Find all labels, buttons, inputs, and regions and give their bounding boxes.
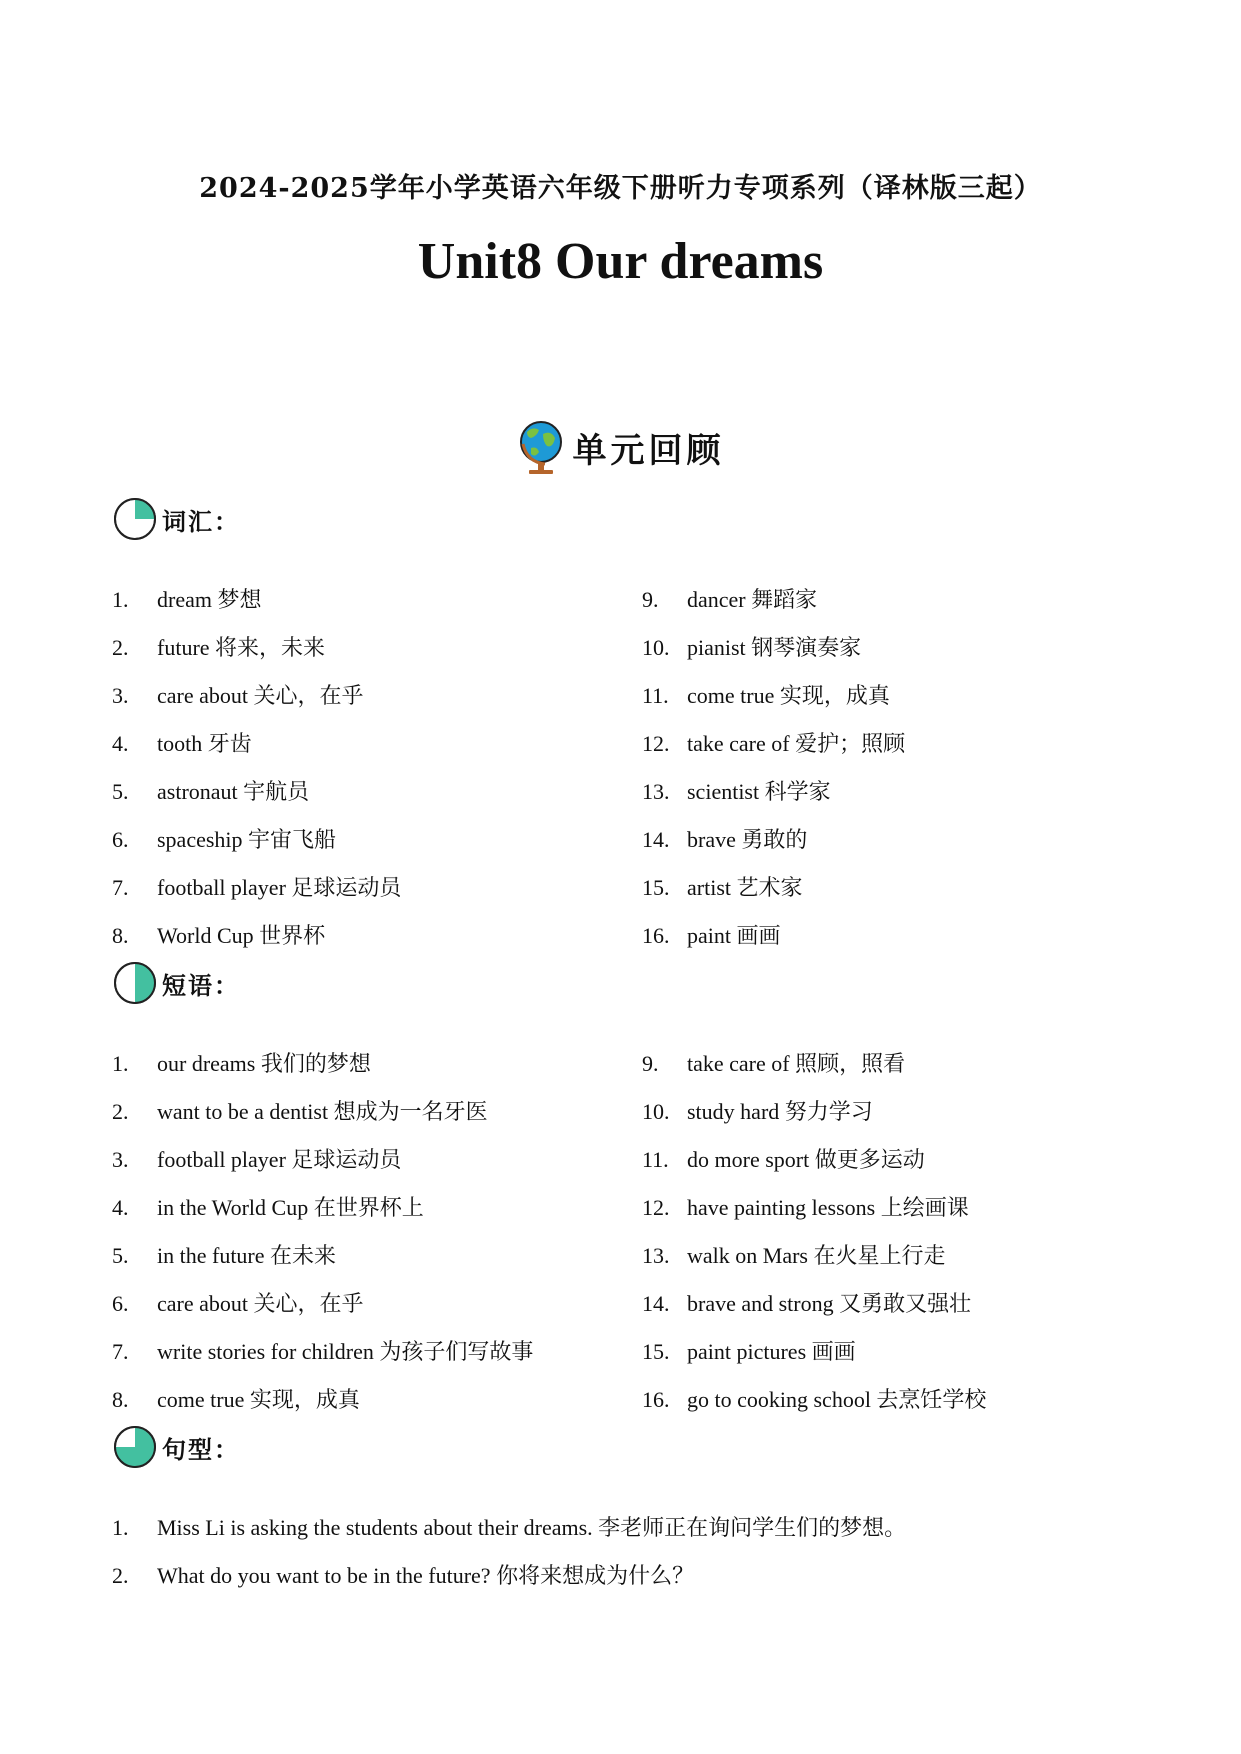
pie-half-icon [112, 960, 158, 1006]
worksheet-page: 2024-2025学年小学英语六年级下册听力专项系列（译林版三起） Unit8 Our dreams 单元回顾 词汇： 1. dream 梦想 2. future 将来，未来 3. care about 关心，在乎 4. tooth 牙齿 5. astronaut 宇航员 6. spaceship 宇宙飞船 7. football player 足球运动员 8. World Cup 世界杯 9. dancer 舞蹈家 10. pianist 钢琴演奏家 11. come true 实现，成真 12. take care of 爱护；照顾 13. scientist 科学家 14. brave 勇敢的 15. artist 艺术家 16. paint 画画 短语： 1. our dreams 我们的梦想 2. want to be a dentist 想成为一名牙医 3. football player 足球运动员 4. in the World Cup 在世界杯上 5. in the future 在未来 6. care about 关心，在乎 7. write stories for children 为孩子们写故事 8. come true 实现，成真 9. take care of 照顾，照看 10. study hard 努力学习 11. do more sport 做更多运动 12. have painting lessons 上绘画课 13. walk on Mars 在火星上行走 14. brave and strong 又勇敢又强壮 15. paint pictures 画画 16. go to cooking school 去烹饪学校 句型： 1. Miss Li is asking the students about their dreams. 李老师正在询问学生们的梦想。 2. What do you want to be in the future? 你将来想成为什么？ [0, 0, 1241, 1754]
review-heading [0, 418, 1241, 476]
sentences-heading [112, 1424, 240, 1470]
unit-title: Unit8 Our dreams [417, 233, 824, 290]
vocabulary-heading-label: 词汇： [162, 506, 240, 536]
phrases-heading [112, 960, 240, 1006]
pie-quarter-icon [112, 496, 158, 542]
series-title: 2024-2025学年小学英语六年级下册听力专项系列（译林版三起） [199, 173, 1042, 204]
vocabulary-heading [112, 496, 240, 542]
phrases-heading-label: 短语： [162, 970, 240, 1000]
sentences-heading-label: 句型： [162, 1434, 240, 1464]
globe-icon [517, 418, 565, 476]
pie-three-quarter-icon [112, 1424, 158, 1470]
review-heading-label: 单元回顾 [572, 430, 725, 471]
